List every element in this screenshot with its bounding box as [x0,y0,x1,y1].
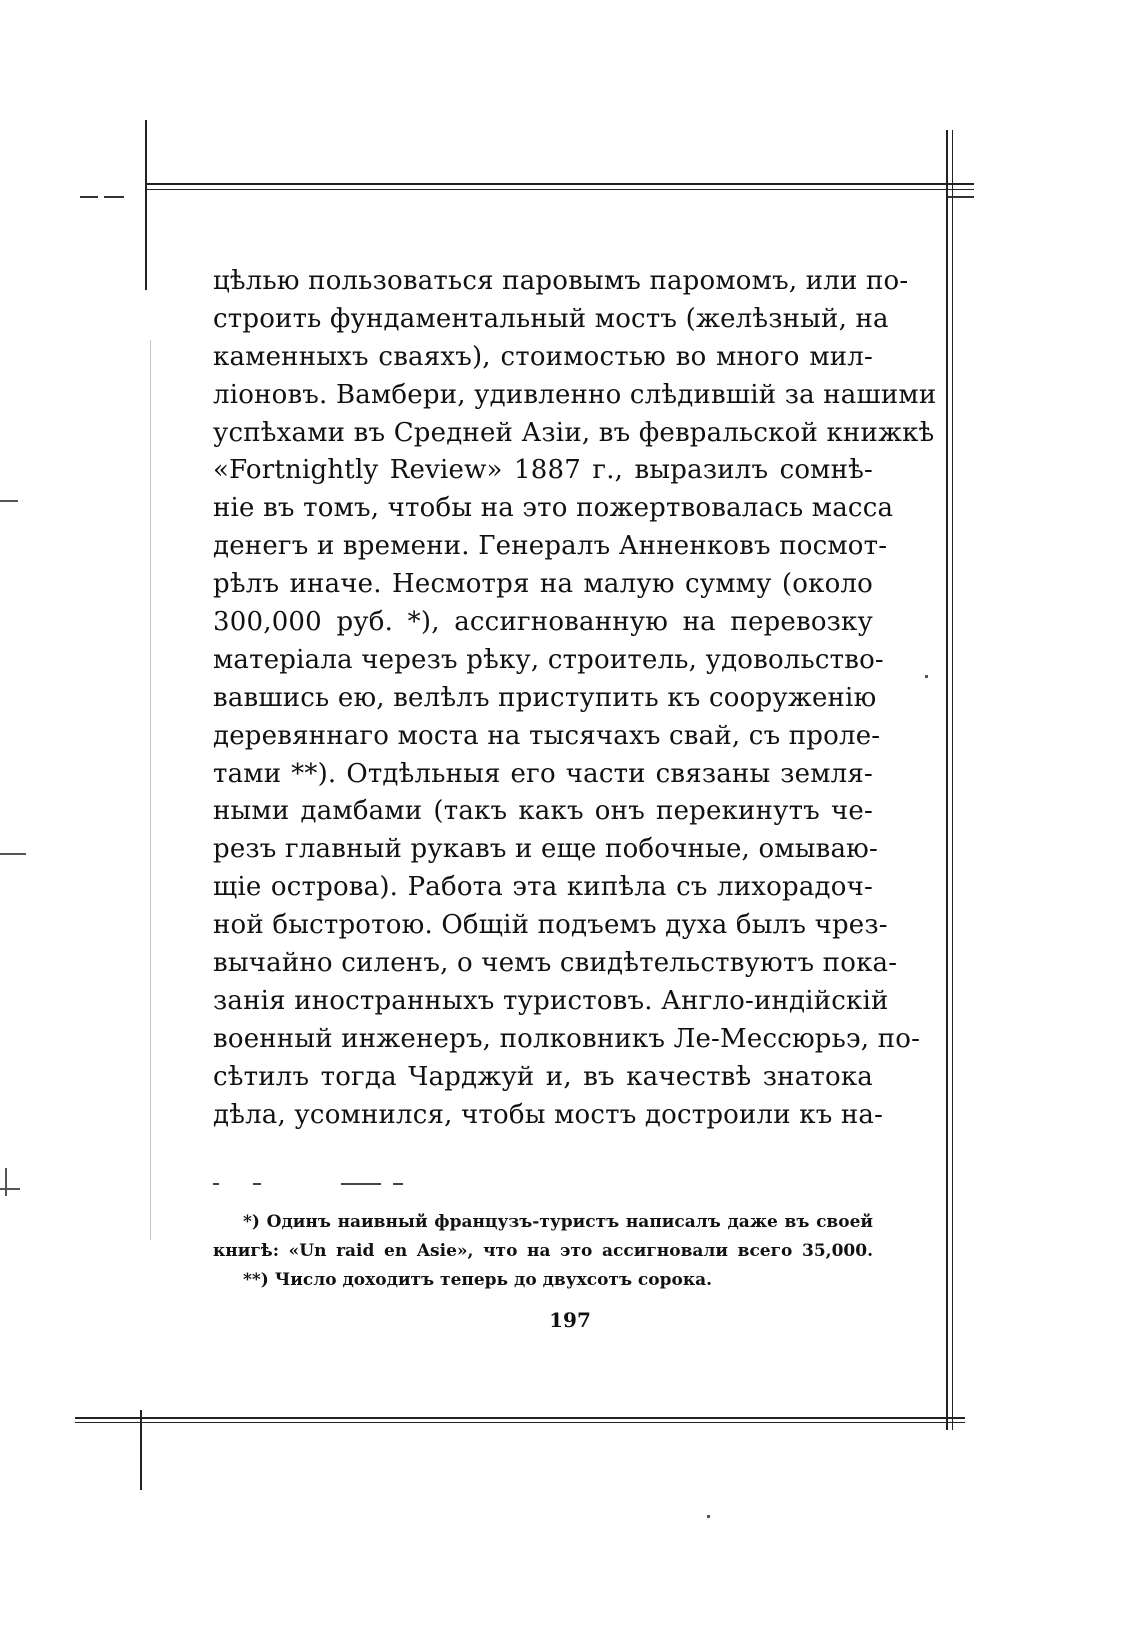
frame-left-rule-lower [140,1410,142,1490]
frame-bottom-rule [75,1417,965,1419]
margin-mark [0,1188,20,1190]
frame-bottom-rule-inner [75,1422,965,1423]
footnote: книгѣ: «Un raid en Asie», что на это ассигновали всего 35,000. [213,1241,873,1261]
footnote: **) Число доходитъ теперь до двухсотъ сорока. [243,1270,713,1290]
footnotes [213,1208,873,1295]
text-line: 300,000 руб. *), ассигнованную на перевозку [213,607,873,638]
text-line: ніе въ томъ, чтобы на это пожертвовалась масса [213,493,894,524]
top-left-dash [80,196,98,198]
speck [707,1515,710,1518]
text-line: сѣтилъ тогда Чарджуй и, въ качествѣ знатока [213,1061,873,1092]
footnote-separator [213,1183,413,1185]
text-line: успѣхами въ Средней Азіи, въ февральской книжкѣ [213,417,935,448]
margin-mark [0,853,26,855]
text-line: ной быстротою. Общій подъемъ духа былъ чрез- [213,910,888,941]
text-line: ными дамбами (такъ какъ онъ перекинутъ че- [213,796,873,827]
text-line: резъ главный рукавъ и еще побочные, омываю- [213,834,878,865]
frame-right-rule-inner [952,130,953,1430]
text-line: занія иностранныхъ туристовъ. Англо-индійскій [213,985,889,1016]
text-line: щіе острова). Работа эта кипѣла съ лихорадоч- [213,872,873,903]
top-left-dash [104,196,124,198]
text-line: ліоновъ. Вамбери, удивленно слѣдившій за нашими [213,379,937,410]
text-line: строить фундаментальный мостъ (желѣзный, на [213,303,889,334]
frame-left-rule [145,120,147,290]
top-right-dash [948,196,974,198]
body-text [213,263,937,1134]
frame-top-rule-inner [146,189,974,190]
text-line: тами **). Отдѣльныя его части связаны земля- [213,758,873,789]
text-line: «Fortnightly Review» 1887 г., выразилъ сомнѣ- [213,455,873,486]
text-line: рѣлъ иначе. Несмотря на малую сумму (около [213,569,873,600]
text-line: каменныхъ сваяхъ), стоимостью во много мил- [213,341,873,372]
frame-top-rule [146,183,974,185]
text-line: вычайно силенъ, о чемъ свидѣтельствуютъ пока- [213,948,898,979]
footnote: *) Одинъ наивный французъ-туристъ написалъ даже въ своей [243,1212,873,1232]
frame-right-rule [946,130,948,1430]
text-line: военный инженеръ, полковникъ Ле-Мессюрьэ, по- [213,1023,921,1054]
margin-mark [0,500,18,502]
text-line: дѣла, усомнился, чтобы мостъ достроили къ на- [213,1099,884,1130]
margin-mark [150,340,151,1240]
text-line: вавшись ею, велѣлъ приступить къ сооруженію [213,682,877,713]
text-line: цѣлью пользоваться паровымъ паромомъ, или по- [213,266,909,296]
text-line: деревяннаго моста на тысячахъ свай, съ проле- [213,720,881,751]
speck [925,675,928,678]
margin-mark [5,1168,7,1196]
text-line: денегъ и времени. Генералъ Анненковъ посмот- [213,531,888,562]
page-number: 197 [549,1308,591,1332]
text-line: матеріала черезъ рѣку, строитель, удовольство- [213,644,884,675]
